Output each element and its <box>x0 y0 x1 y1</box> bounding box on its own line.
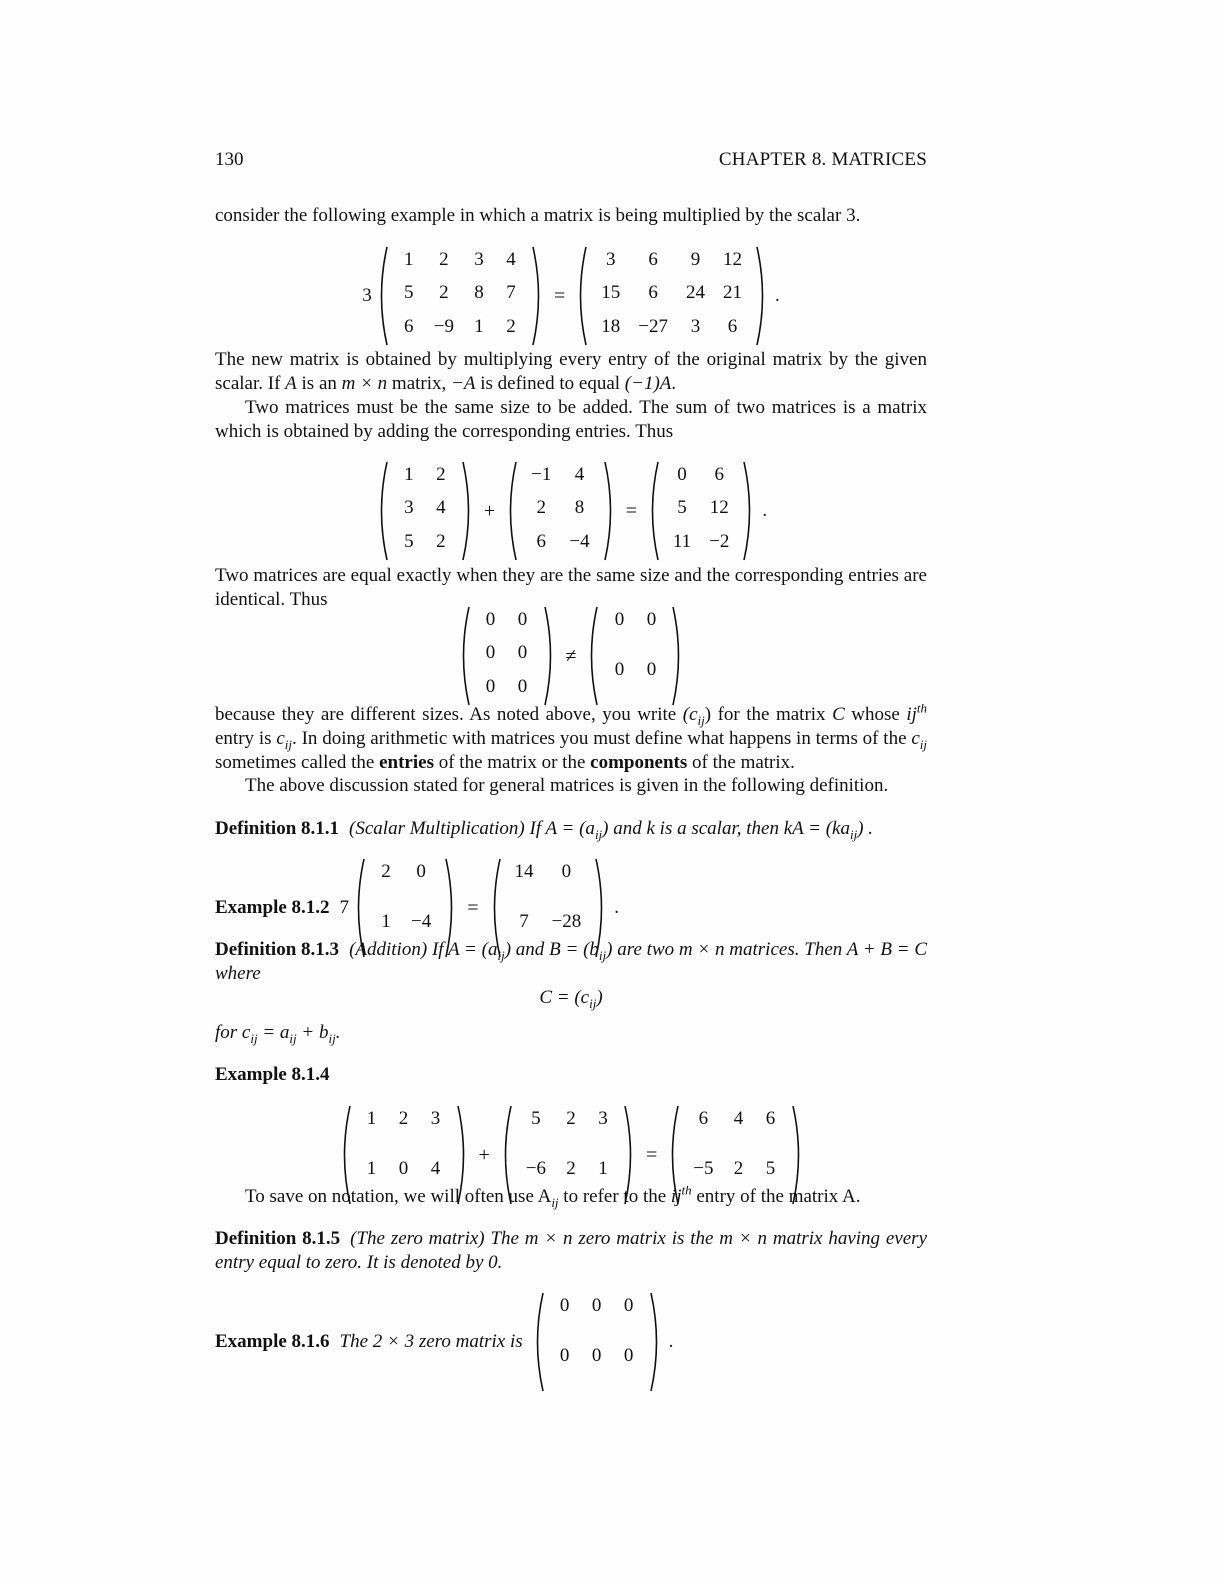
paragraph: The above discussion stated for general matrices is given in the following definition. <box>245 775 889 796</box>
right-parenthesis <box>742 461 756 561</box>
matrix-entry: 5 <box>677 497 687 519</box>
matrix-entry: 6 <box>765 1108 776 1129</box>
equation-not-equal <box>215 606 927 706</box>
matrix-entry: 12 <box>709 497 729 519</box>
equation-matrix-addition <box>215 461 927 561</box>
matrix-entry: 0 <box>559 1345 570 1366</box>
matrix-entry: 8 <box>474 282 484 304</box>
paragraph: Two matrices are equal exactly when they are the same size and the corresponding entries are identical. Thus <box>215 565 927 610</box>
equals-sign: = <box>625 500 637 522</box>
matrix-entry: 2 <box>398 1108 409 1129</box>
equals-sign: = <box>553 285 566 307</box>
matrix-entry: 12 <box>722 249 742 270</box>
matrix-cells <box>471 606 543 706</box>
matrix-entry: −5 <box>693 1158 714 1179</box>
matrix-entry: 0 <box>485 675 496 697</box>
matrix-entry: 3 <box>598 1108 608 1129</box>
matrix <box>646 461 757 561</box>
example-8-1-6: Example 8.1.6 The 2 × 3 zero matrix is 0 0 0 0 0 0 . <box>215 1292 927 1392</box>
matrix-entry: 2 <box>566 1108 576 1129</box>
matrix-entry: 5 <box>404 530 414 552</box>
matrix-entry: 1 <box>598 1158 608 1179</box>
matrix-entry: −9 <box>433 315 454 337</box>
matrix-entry: 0 <box>591 1345 602 1366</box>
period: . <box>668 1331 674 1352</box>
matrix-entry: 7 <box>506 282 516 304</box>
matrix-entry: 0 <box>485 642 496 664</box>
matrix-entry: 0 <box>398 1158 409 1179</box>
matrix-entry: 6 <box>727 315 738 337</box>
matrix-entry: −6 <box>525 1158 546 1179</box>
running-header <box>215 148 927 172</box>
left-parenthesis <box>504 461 518 561</box>
definition-8-1-3: Definition 8.1.3 (Addition) If $A = (a_{ij})$ and $B = (b_{ij})$ are two m × n matrices. Then A + B = C where <box>215 939 927 984</box>
matrix-entry: 4 <box>436 497 446 519</box>
definition-8-1-1: Definition 8.1.1 (Scalar Multiplication) If $A = (a_{ij})$ and k is a scalar, then kA = $(ka_{ij})$ . <box>215 818 874 842</box>
matrix-entry: 1 <box>404 249 414 270</box>
example-8-1-4-label: Example 8.1.4 <box>215 1064 330 1085</box>
formula-cij-sum: for $c_{ij} = a_{ij} + b_{ij}$. <box>215 1022 341 1046</box>
matrix-entry: −28 <box>551 911 582 932</box>
matrix-entry: 4 <box>733 1108 744 1129</box>
right-parenthesis <box>603 461 617 561</box>
matrix-entry: 14 <box>514 861 534 882</box>
matrix <box>375 461 475 561</box>
equation-scalar-multiplication <box>215 246 927 346</box>
matrix-entry: 0 <box>561 861 572 882</box>
matrix-entry: 0 <box>591 1295 602 1316</box>
right-parenthesis <box>649 1292 663 1392</box>
matrix-entry: 5 <box>404 282 414 304</box>
matrix-entry: 3 <box>430 1108 441 1129</box>
matrix-entry: 0 <box>517 609 528 630</box>
right-parenthesis <box>461 461 475 561</box>
matrix-entry: 2 <box>439 249 449 270</box>
matrix-entry: 3 <box>690 315 701 337</box>
matrix-cells <box>389 246 531 346</box>
matrix-cells <box>660 461 743 561</box>
matrix-entry: 0 <box>623 1345 634 1366</box>
matrix-cells <box>389 461 461 561</box>
left-parenthesis <box>646 461 660 561</box>
matrix-entry: 2 <box>733 1158 744 1179</box>
example-8-1-2: Example 8.1.2 7 2 0 1 −4 = 14 0 7 −28 . <box>215 858 927 958</box>
period: . <box>774 285 780 306</box>
right-parenthesis <box>531 246 545 346</box>
matrix <box>585 606 685 706</box>
matrix-entry: 0 <box>517 642 528 664</box>
left-parenthesis <box>574 246 588 346</box>
left-parenthesis <box>457 606 471 706</box>
intro-paragraph: consider the following example in which a matrix is being multiplied by the scalar 3. <box>215 205 861 226</box>
matrix <box>504 461 616 561</box>
matrix-entry: 0 <box>614 659 625 680</box>
matrix-entry: 11 <box>672 530 692 552</box>
matrix-entry: 0 <box>517 675 528 697</box>
chapter-title: CHAPTER 8. MATRICES <box>718 149 927 170</box>
matrix-entry: 2 <box>439 282 449 304</box>
left-parenthesis <box>375 246 389 346</box>
matrix-entry: 0 <box>485 609 496 630</box>
matrix-entry: 8 <box>574 497 585 519</box>
matrix-entry: 0 <box>623 1295 634 1316</box>
matrix-entry: 2 <box>536 497 546 519</box>
matrix-entry: 15 <box>601 282 621 304</box>
scalar: 3 <box>362 285 372 306</box>
matrix-entry: 3 <box>474 249 484 270</box>
equals-sign: = <box>646 1144 658 1166</box>
matrix-entry: 21 <box>722 282 742 304</box>
paragraph: The new matrix is obtained by multiplying every entry of the original matrix by the given scalar. If A is an m × n matrix, −A is defined to equal (−1)A. <box>215 349 927 394</box>
not-equal-sign: ≠ <box>565 645 577 667</box>
right-parenthesis <box>543 606 557 706</box>
matrix-entry: 2 <box>506 315 516 337</box>
matrix-entry: 9 <box>690 249 701 270</box>
matrix-entry: 2 <box>436 530 446 552</box>
matrix-entry: 3 <box>404 497 414 519</box>
matrix-entry: 0 <box>646 659 657 680</box>
matrix-entry: 6 <box>648 282 658 304</box>
right-parenthesis <box>671 606 685 706</box>
left-parenthesis <box>375 461 389 561</box>
left-parenthesis <box>585 606 599 706</box>
matrix-entry: 6 <box>698 1108 709 1129</box>
matrix-entry: 4 <box>430 1158 441 1179</box>
matrix-entry: 0 <box>646 609 657 630</box>
matrix-entry: 5 <box>531 1108 541 1129</box>
plus-sign: + <box>478 1144 490 1166</box>
matrix-entry: 0 <box>559 1295 570 1316</box>
matrix-entry: 0 <box>614 609 625 630</box>
matrix-entry: 7 <box>519 911 529 932</box>
matrix-entry: 3 <box>606 249 616 270</box>
matrix-cells <box>599 606 671 706</box>
matrix-entry: −1 <box>531 464 552 485</box>
page-number: 130 <box>215 149 244 170</box>
matrix-entry: 4 <box>506 249 516 270</box>
matrix-entry: 1 <box>404 464 414 485</box>
matrix-cells <box>545 1292 649 1392</box>
matrix-entry: 24 <box>685 282 705 304</box>
matrix-entry: 0 <box>677 464 687 485</box>
matrix <box>375 246 545 346</box>
matrix-entry: 1 <box>366 1158 377 1179</box>
left-parenthesis <box>531 1292 545 1392</box>
matrix <box>574 246 769 346</box>
matrix-entry: −2 <box>709 530 730 552</box>
equals-sign: = <box>467 897 479 919</box>
matrix-entry: 1 <box>474 315 484 337</box>
matrix-entry: 6 <box>648 249 658 270</box>
matrix-entry: −27 <box>638 315 668 337</box>
definition-8-1-5: Definition 8.1.5 (The zero matrix) The m × n zero matrix is the m × n matrix having every entry equal to zero. It is denoted by 0. <box>215 1228 928 1273</box>
matrix <box>457 606 557 706</box>
period: . <box>614 897 619 918</box>
formula-c-cij: $C = (c_{ij})$ <box>539 987 603 1011</box>
matrix-entry: 6 <box>404 315 414 337</box>
matrix-entry: 6 <box>536 530 546 552</box>
matrix-entry: 4 <box>574 464 585 485</box>
period: . <box>762 500 768 521</box>
matrix-entry: 0 <box>416 861 426 882</box>
matrix-entry: 5 <box>765 1158 776 1179</box>
matrix-entry: 2 <box>436 464 446 485</box>
scalar: 7 <box>339 897 350 918</box>
paragraph: because they are different sizes. As noted above, you write $(c_{ij})$ for the matrix C whose $ij^{th}$ entry is $c_{ij}$. In doing arithmetic with matrices you must define what happens in terms of the $c_{ij}$ sometimes called the entries of the matrix or the components of the matrix. <box>215 700 927 773</box>
matrix-entry: 1 <box>366 1108 377 1129</box>
matrix-cells <box>588 246 755 346</box>
matrix-entry: −4 <box>569 530 590 552</box>
plus-sign: + <box>483 500 496 522</box>
matrix-entry: −4 <box>411 911 432 932</box>
matrix-cells <box>518 461 602 561</box>
paragraph: Two matrices must be the same size to be added. The sum of two matrices is a matrix which is obtained by adding the corresponding entries. Thus <box>215 397 927 442</box>
matrix <box>531 1292 663 1392</box>
matrix-entry: 2 <box>381 861 391 882</box>
matrix-entry: 2 <box>566 1158 576 1179</box>
right-parenthesis <box>755 246 769 346</box>
matrix-entry: 1 <box>381 911 391 932</box>
paragraph: To save on notation, we will often use $A_{ij}$ to refer to the $ij^{th}$ entry of the matrix A. <box>245 1182 861 1210</box>
matrix-entry: 18 <box>601 315 621 337</box>
matrix-entry: 6 <box>714 464 725 485</box>
